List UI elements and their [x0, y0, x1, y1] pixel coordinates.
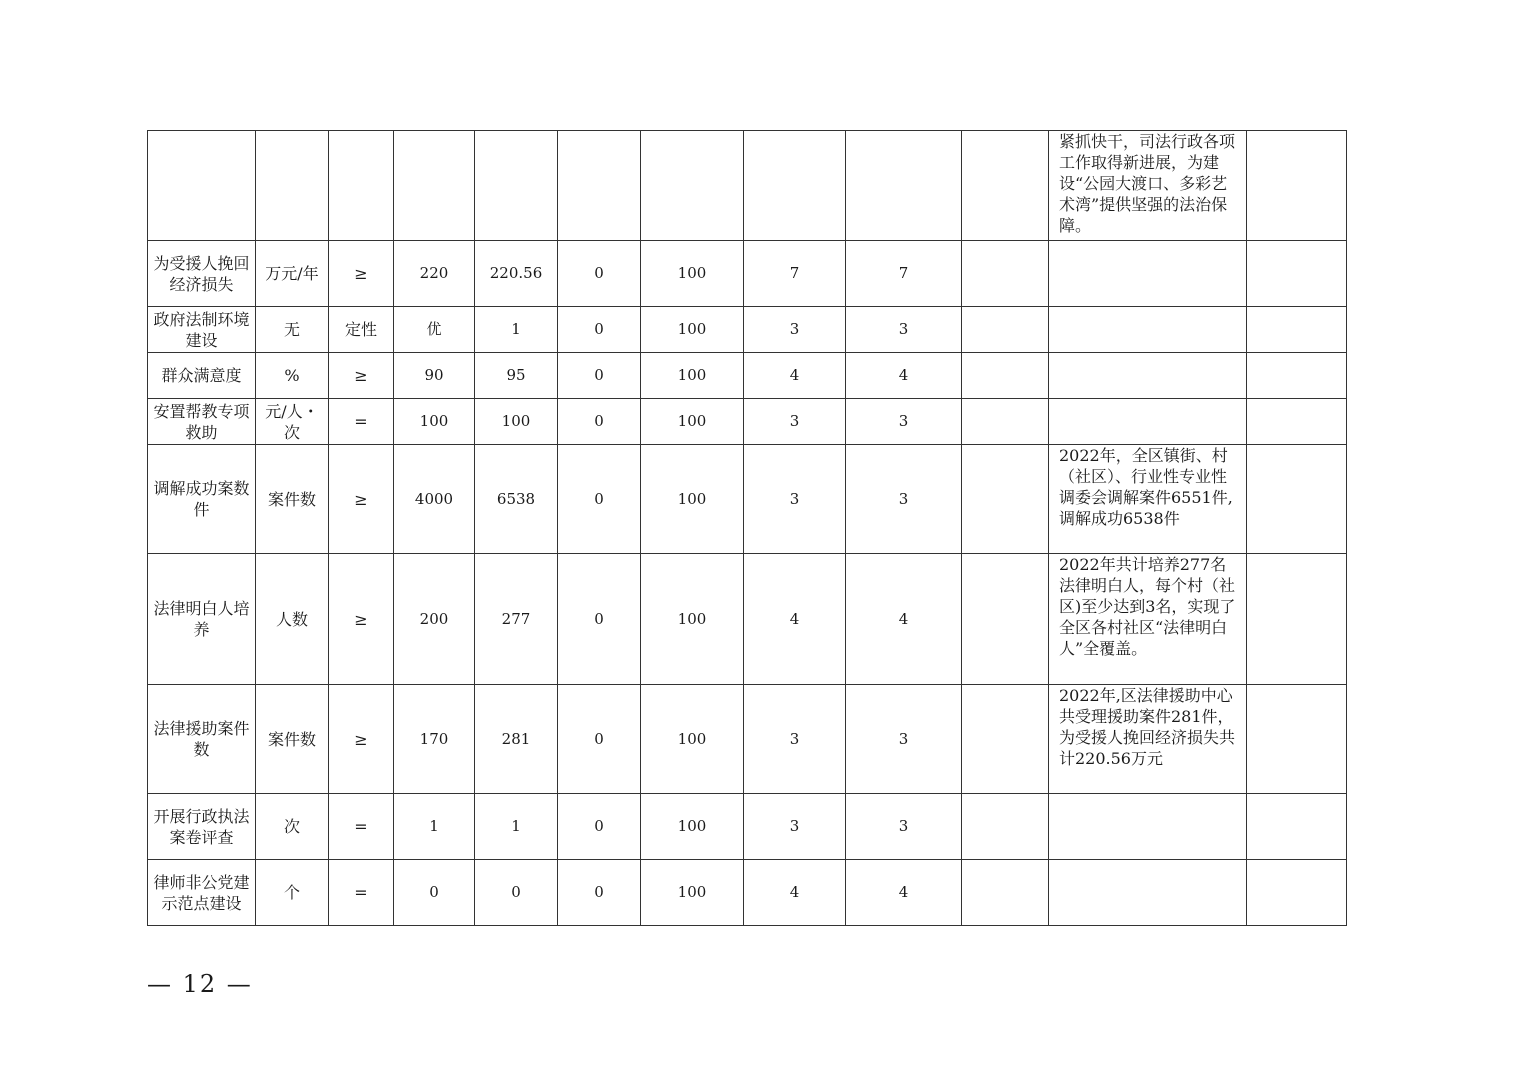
target-value-cell: 90: [394, 353, 475, 399]
indicator-name-cell: 安置帮教专项救助: [148, 399, 256, 445]
score-cell: 0: [558, 554, 641, 685]
blank-cell: [962, 131, 1049, 241]
blank-cell: [962, 685, 1049, 794]
unit-cell: [256, 131, 329, 241]
extra-cell: [1247, 353, 1347, 399]
blank-cell: [962, 860, 1049, 926]
operator-cell: =: [329, 794, 394, 860]
unit-cell: %: [256, 353, 329, 399]
actual-value-cell: 95: [475, 353, 558, 399]
operator-cell: ≥: [329, 241, 394, 307]
remark-cell: 紧抓快干，司法行政各项工作取得新进展，为建设“公园大渡口、多彩艺术湾”提供坚强的法治保障。: [1049, 131, 1247, 241]
indicator-name-cell: 律师非公党建示范点建设: [148, 860, 256, 926]
operator-cell: 定性: [329, 307, 394, 353]
target-value-cell: 100: [394, 399, 475, 445]
table-row: [148, 241, 1347, 307]
remark-cell: [1049, 399, 1247, 445]
weight-cell: 4: [744, 353, 846, 399]
blank-cell: [962, 399, 1049, 445]
unit-cell: 无: [256, 307, 329, 353]
obtained-score-cell: 4: [846, 353, 962, 399]
table-row: [148, 445, 1347, 554]
extra-cell: [1247, 445, 1347, 554]
score-cell: 0: [558, 860, 641, 926]
actual-value-cell: 281: [475, 685, 558, 794]
obtained-score-cell: [846, 131, 962, 241]
weight-cell: 4: [744, 860, 846, 926]
blank-cell: [962, 554, 1049, 685]
obtained-score-cell: 4: [846, 860, 962, 926]
indicator-name-cell: [148, 131, 256, 241]
unit-cell: 次: [256, 794, 329, 860]
table-row: [148, 554, 1347, 685]
full-score-cell: [641, 131, 744, 241]
indicator-name-cell: 政府法制环境建设: [148, 307, 256, 353]
obtained-score-cell: 3: [846, 307, 962, 353]
extra-cell: [1247, 399, 1347, 445]
unit-cell: 个: [256, 860, 329, 926]
weight-cell: 3: [744, 685, 846, 794]
score-cell: 0: [558, 445, 641, 554]
extra-cell: [1247, 131, 1347, 241]
full-score-cell: 100: [641, 353, 744, 399]
remark-cell: 2022年共计培养277名法律明白人，每个村（社区)至少达到3名，实现了全区各村社区“法律明白人”全覆盖。: [1049, 554, 1247, 685]
score-cell: 0: [558, 307, 641, 353]
performance-table: [147, 130, 1347, 926]
extra-cell: [1247, 307, 1347, 353]
actual-value-cell: 277: [475, 554, 558, 685]
score-cell: 0: [558, 794, 641, 860]
remark-cell: [1049, 794, 1247, 860]
page-number: — 12 —: [147, 970, 253, 998]
weight-cell: 7: [744, 241, 846, 307]
operator-cell: ≥: [329, 353, 394, 399]
indicator-name-cell: 调解成功案数件: [148, 445, 256, 554]
actual-value-cell: 100: [475, 399, 558, 445]
indicator-name-cell: 法律援助案件数: [148, 685, 256, 794]
extra-cell: [1247, 860, 1347, 926]
actual-value-cell: 6538: [475, 445, 558, 554]
unit-cell: 案件数: [256, 685, 329, 794]
score-cell: [558, 131, 641, 241]
actual-value-cell: 1: [475, 794, 558, 860]
operator-cell: ≥: [329, 685, 394, 794]
actual-value-cell: [475, 131, 558, 241]
unit-cell: 人数: [256, 554, 329, 685]
indicator-name-cell: 开展行政执法案卷评查: [148, 794, 256, 860]
remark-cell: [1049, 241, 1247, 307]
extra-cell: [1247, 794, 1347, 860]
extra-cell: [1247, 554, 1347, 685]
unit-cell: 元/人・次: [256, 399, 329, 445]
full-score-cell: 100: [641, 445, 744, 554]
target-value-cell: 170: [394, 685, 475, 794]
table-row: [148, 794, 1347, 860]
full-score-cell: 100: [641, 399, 744, 445]
operator-cell: ≥: [329, 445, 394, 554]
obtained-score-cell: 3: [846, 399, 962, 445]
target-value-cell: [394, 131, 475, 241]
operator-cell: =: [329, 399, 394, 445]
actual-value-cell: 220.56: [475, 241, 558, 307]
score-cell: 0: [558, 353, 641, 399]
table-row: [148, 307, 1347, 353]
score-cell: 0: [558, 241, 641, 307]
remark-cell: [1049, 353, 1247, 399]
actual-value-cell: 0: [475, 860, 558, 926]
unit-cell: 案件数: [256, 445, 329, 554]
indicator-name-cell: 法律明白人培养: [148, 554, 256, 685]
obtained-score-cell: 7: [846, 241, 962, 307]
weight-cell: 3: [744, 307, 846, 353]
target-value-cell: 0: [394, 860, 475, 926]
score-cell: 0: [558, 399, 641, 445]
extra-cell: [1247, 241, 1347, 307]
blank-cell: [962, 241, 1049, 307]
extra-cell: [1247, 685, 1347, 794]
target-value-cell: 200: [394, 554, 475, 685]
full-score-cell: 100: [641, 307, 744, 353]
remark-cell: 2022年，全区镇街、村（社区）、行业性专业性调委会调解案件6551件,调解成功6538件: [1049, 445, 1247, 554]
table-row: [148, 131, 1347, 241]
indicator-name-cell: 群众满意度: [148, 353, 256, 399]
target-value-cell: 220: [394, 241, 475, 307]
indicator-name-cell: 为受援人挽回经济损失: [148, 241, 256, 307]
remark-cell: [1049, 307, 1247, 353]
full-score-cell: 100: [641, 241, 744, 307]
weight-cell: 4: [744, 554, 846, 685]
full-score-cell: 100: [641, 685, 744, 794]
table-row: [148, 353, 1347, 399]
unit-cell: 万元/年: [256, 241, 329, 307]
full-score-cell: 100: [641, 794, 744, 860]
weight-cell: [744, 131, 846, 241]
weight-cell: 3: [744, 445, 846, 554]
operator-cell: =: [329, 860, 394, 926]
blank-cell: [962, 307, 1049, 353]
obtained-score-cell: 3: [846, 445, 962, 554]
remark-cell: [1049, 860, 1247, 926]
weight-cell: 3: [744, 794, 846, 860]
obtained-score-cell: 3: [846, 685, 962, 794]
table-body: [148, 131, 1347, 926]
table-row: [148, 685, 1347, 794]
target-value-cell: 4000: [394, 445, 475, 554]
target-value-cell: 1: [394, 794, 475, 860]
blank-cell: [962, 353, 1049, 399]
full-score-cell: 100: [641, 860, 744, 926]
obtained-score-cell: 3: [846, 794, 962, 860]
score-cell: 0: [558, 685, 641, 794]
weight-cell: 3: [744, 399, 846, 445]
target-value-cell: 优: [394, 307, 475, 353]
remark-cell: 2022年,区法律援助中心共受理援助案件281件，为受援人挽回经济损失共计220.56万元: [1049, 685, 1247, 794]
full-score-cell: 100: [641, 554, 744, 685]
operator-cell: [329, 131, 394, 241]
blank-cell: [962, 445, 1049, 554]
actual-value-cell: 1: [475, 307, 558, 353]
obtained-score-cell: 4: [846, 554, 962, 685]
blank-cell: [962, 794, 1049, 860]
operator-cell: ≥: [329, 554, 394, 685]
table-row: [148, 860, 1347, 926]
table-row: [148, 399, 1347, 445]
